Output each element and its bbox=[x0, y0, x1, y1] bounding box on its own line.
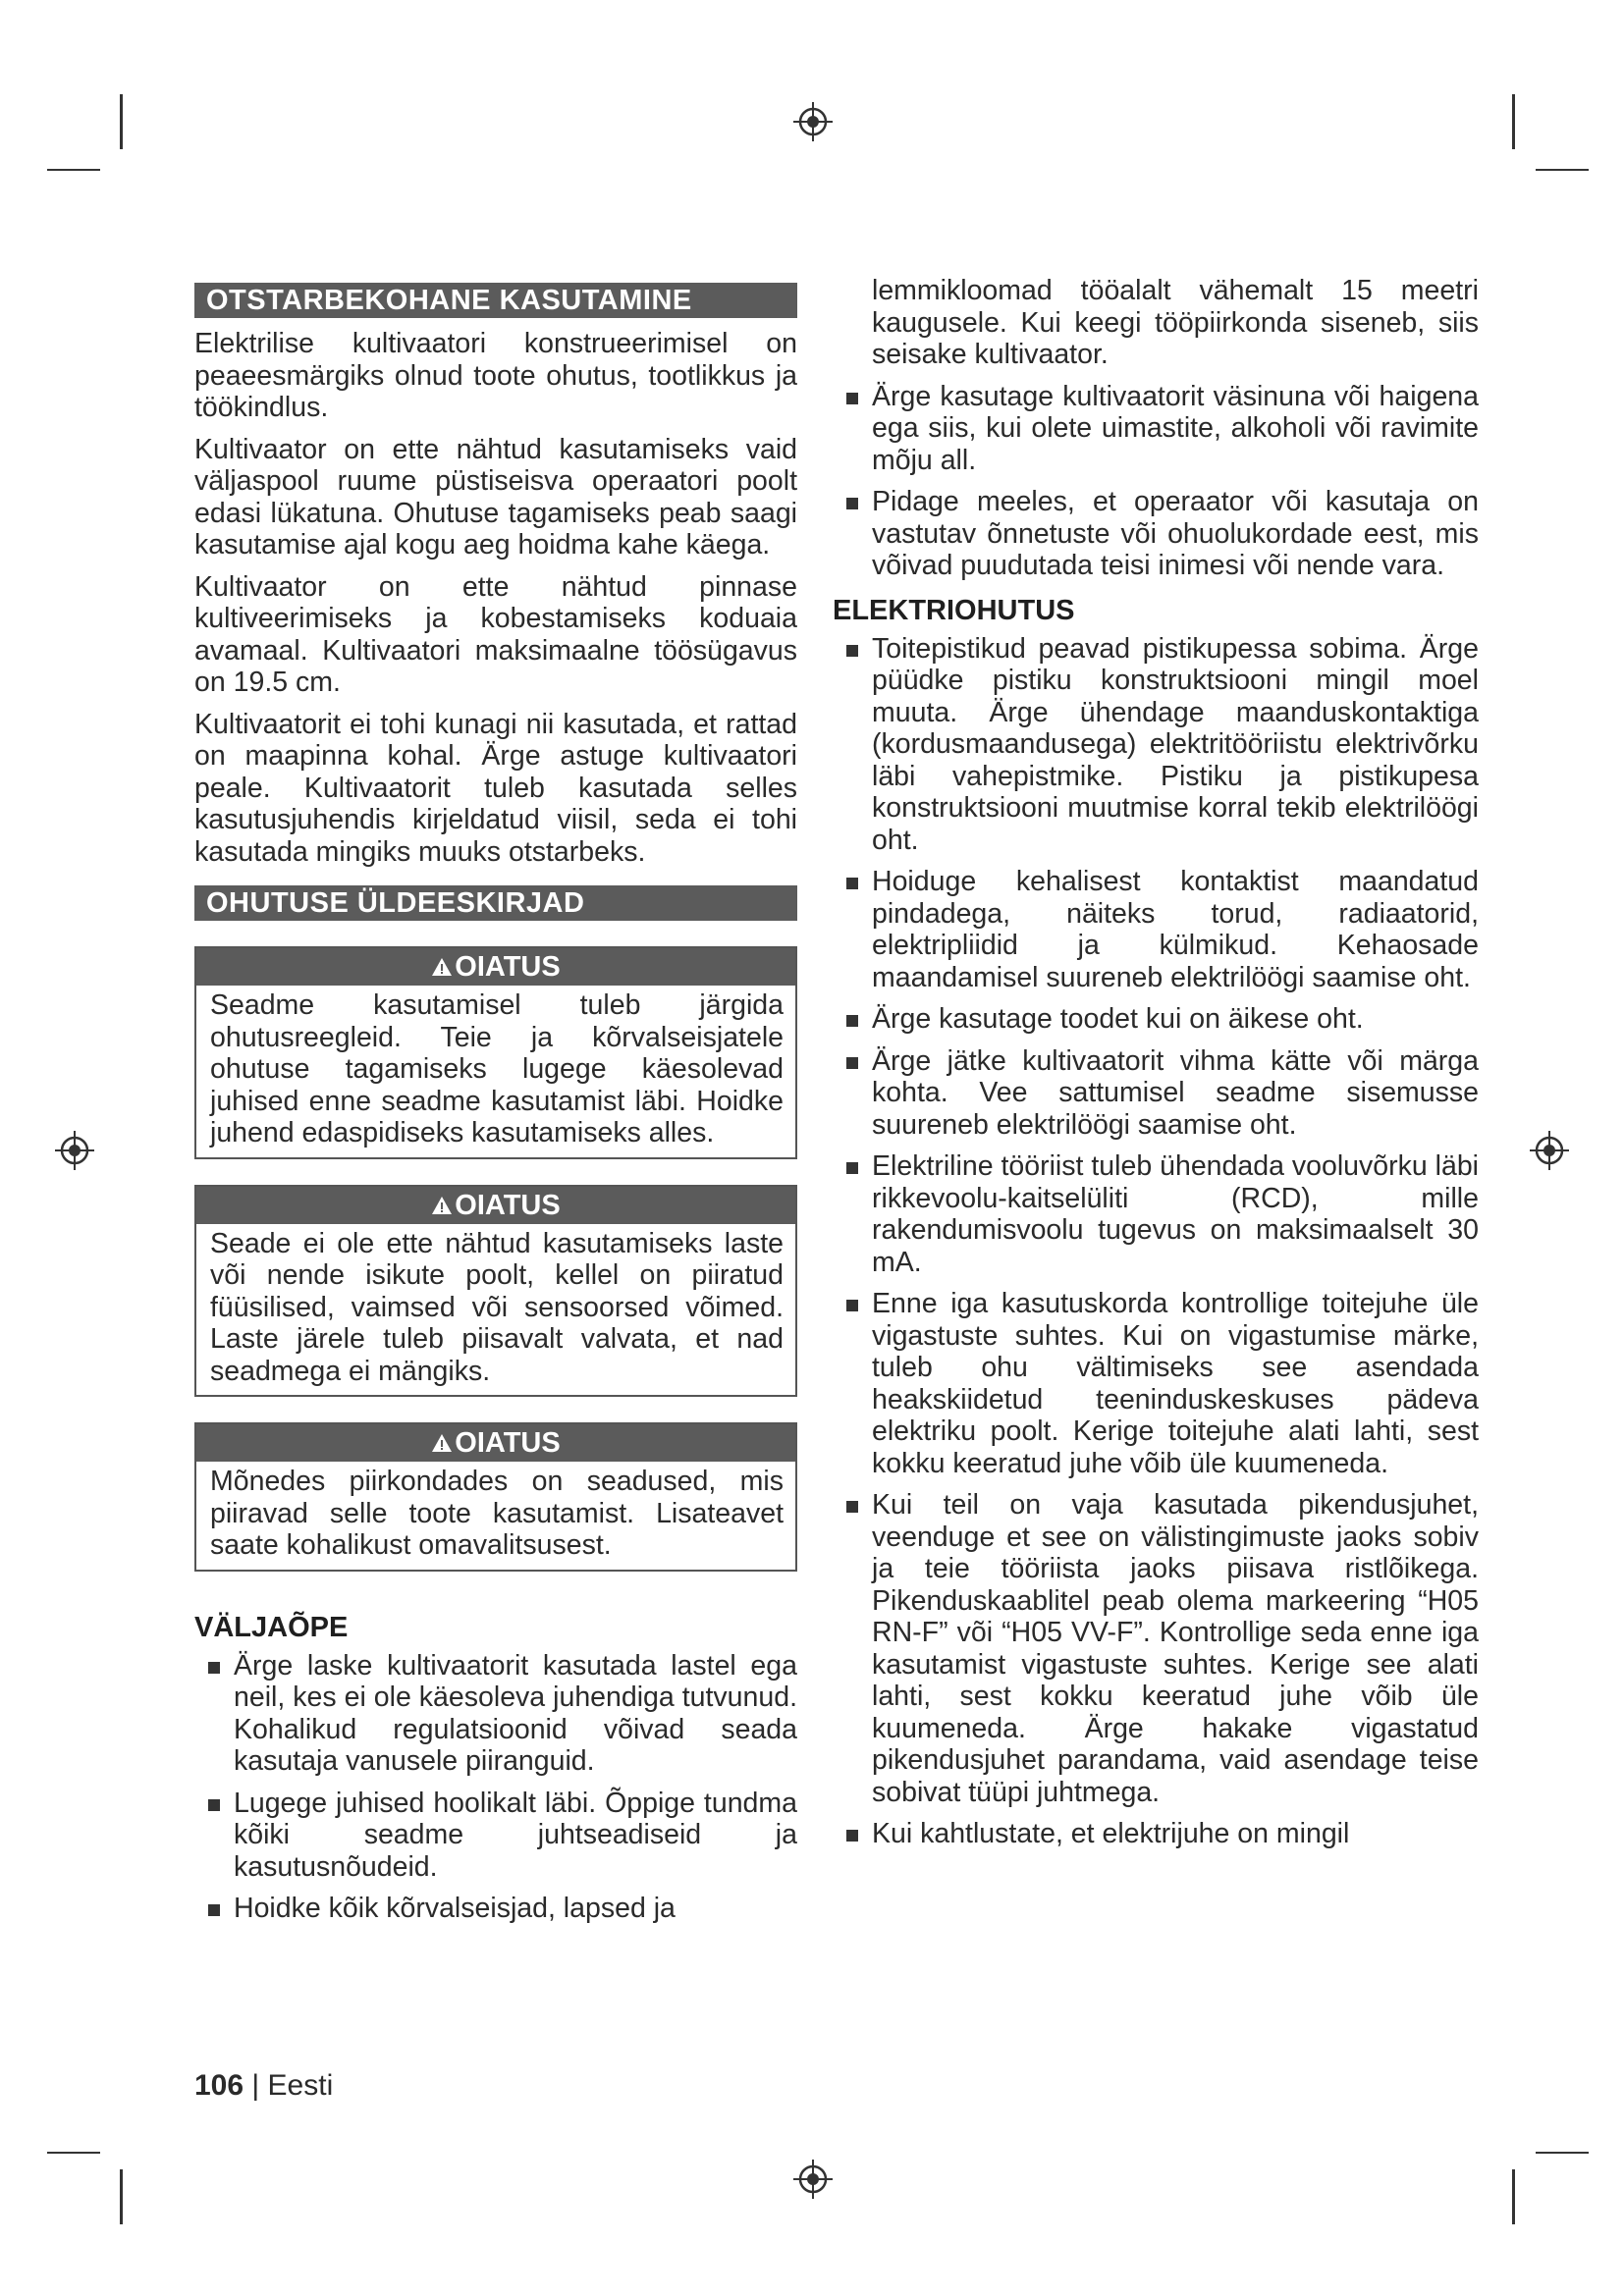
list-item: Ärge kasutage kultivaatorit väsinuna või haigena ega siis, kui olete uimastite, alkoholi või ravimite mõju all. bbox=[833, 381, 1479, 477]
warning-box bbox=[194, 1185, 797, 1398]
intended-use-paragraph: Kultivaator on ette nähtud kasutamiseks vaid väljaspool ruume püstiseisva operaatori poolt edasi lükatuna. Ohutuse tagamiseks peab saagi kasutamise ajal kogu aeg hoidma kahe käega. bbox=[194, 433, 797, 561]
bullet-square-icon bbox=[846, 1501, 858, 1513]
registration-mark-top-icon bbox=[793, 102, 833, 141]
warning-header bbox=[196, 1187, 795, 1224]
training-heading: VÄLJAÕPE bbox=[194, 1611, 349, 1643]
bullet-square-icon bbox=[846, 1300, 858, 1311]
crop-mark-bottom-left-v bbox=[120, 2169, 123, 2224]
bullet-square-icon bbox=[846, 1162, 858, 1174]
warning-box bbox=[194, 946, 797, 1159]
warning-title: OIATUS bbox=[455, 951, 561, 983]
warning-title: OIATUS bbox=[455, 1427, 561, 1459]
list-item: Ärge kasutage toodet kui on äikese oht. bbox=[833, 1003, 1479, 1036]
page-footer bbox=[194, 2069, 333, 2103]
crop-mark-bottom-left-h bbox=[47, 2152, 100, 2154]
training-list-continued bbox=[833, 381, 1479, 582]
crop-mark-bottom-right-h bbox=[1536, 2152, 1589, 2154]
bullet-square-icon bbox=[846, 393, 858, 404]
crop-mark-bottom-right-v bbox=[1512, 2169, 1515, 2224]
bullet-square-icon bbox=[208, 1662, 220, 1674]
page-number: 106 bbox=[194, 2069, 244, 2102]
registration-mark-bottom-icon bbox=[793, 2160, 833, 2199]
bullet-square-icon bbox=[208, 1799, 220, 1811]
warning-triangle-icon bbox=[431, 956, 453, 978]
electrical-safety-heading: ELEKTRIOHUTUS bbox=[833, 594, 1075, 626]
list-item: Enne iga kasutuskorda kontrollige toitejuhe üle vigastuste suhtes. Kui on vigastumise märke, tuleb ohu vältimiseks see asendada heakskiidetud teeninduskeskuses pädeva elektriku poolt. Kerige toitejuhe alati lahti, sest kokku keeratud juhe võib üle kuumeneda. bbox=[833, 1288, 1479, 1479]
right-column bbox=[833, 275, 1479, 1860]
left-column bbox=[194, 275, 797, 1935]
bullet-square-icon bbox=[846, 498, 858, 509]
list-item: Kui teil on vaja kasutada pikendusjuhet, veenduge et see on välistingimuste jaoks sobiv ja teie tööriista jaoks piisava ristlõikega. Pikenduskaablitel peab olema markeering “H05 RN-F” või “H05 VV-F”. Kontrollige seda enne iga kasutamist vigastuste suhtes. Kerige see alati lahti, sest kokku keeratud juhe võib üle kuumeneda. Ärge hakake vigastatud pikendusjuhet parandama, vaid asendage teise sobivat tüüpi juhtmega. bbox=[833, 1489, 1479, 1808]
bullet-square-icon bbox=[846, 1057, 858, 1069]
warning-box bbox=[194, 1422, 797, 1572]
list-item: Toitepistikud peavad pistikupessa sobima. Ärge püüdke pistiku konstruktsiooni mingil moel muuta. Ärge ühendage maanduskontaktiga (kordusmaandusega) elektritööriistu elektrivõrku läbi vahepistmike. Pistiku ja pistikupesa konstruktsiooni muutmise korral tekib elektrilöögi oht. bbox=[833, 633, 1479, 857]
list-item: Hoidke kõik kõrvalseisjad, lapsed ja bbox=[194, 1893, 797, 1925]
continued-paragraph: lemmikloomad tööalalt vähemalt 15 meetri kaugusele. Kui keegi tööpiirkonda siseneb, siis seisake kultivaator. bbox=[872, 275, 1479, 370]
crop-mark-top-right-h bbox=[1536, 169, 1589, 171]
intended-use-paragraph: Kultivaator on ette nähtud pinnase kultiveerimiseks ja kobestamiseks koduaia avamaal. Kultivaatori maksimaalne töösügavus on 19.5 cm. bbox=[194, 570, 797, 698]
list-item: Elektriline tööriist tuleb ühendada vooluvõrku läbi rikkevoolu-kaitselüliti (RCD), mille rakendumisvoolu tugevus on maksimaalselt 30 mA. bbox=[833, 1150, 1479, 1278]
warning-header bbox=[196, 948, 795, 986]
registration-mark-left-icon bbox=[55, 1131, 94, 1170]
intended-use-paragraph: Elektrilise kultivaatori konstrueerimisel on peaeesmärgiks olnud toote ohutus, tootlikkus ja töökindlus. bbox=[194, 328, 797, 423]
list-item: Pidage meeles, et operaator või kasutaja on vastutav õnnetuste või ohuolukordade eest, mis võivad puudutada teisi inimesi või nende vara. bbox=[833, 486, 1479, 582]
crop-mark-top-left-v bbox=[120, 94, 123, 149]
crop-mark-top-right-v bbox=[1512, 94, 1515, 149]
list-item: Ärge jätke kultivaatorit vihma kätte või märga kohta. Vee sattumisel seadme sisemusse suureneb elektrilöögi saamise oht. bbox=[833, 1045, 1479, 1142]
warning-triangle-icon bbox=[431, 1432, 453, 1454]
list-item: Hoiduge kehalisest kontaktist maandatud pindadega, näiteks torud, radiaatorid, elektripliidid ja külmikud. Kehaosade maandamisel suureneb elektrilöögi saamise oht. bbox=[833, 866, 1479, 993]
bullet-square-icon bbox=[846, 645, 858, 657]
bullet-square-icon bbox=[846, 1830, 858, 1842]
electrical-safety-list bbox=[833, 633, 1479, 1850]
footer-language: Eesti bbox=[267, 2069, 334, 2102]
warning-text: Seade ei ole ette nähtud kasutamiseks laste või nende isikute poolt, kellel on piiratud füüsilised, vaimsed või sensoorsed võimed. Laste järele tuleb piisavalt valvata, et nad seadmega ei mängiks. bbox=[210, 1227, 784, 1387]
warning-triangle-icon bbox=[431, 1195, 453, 1216]
registration-mark-right-icon bbox=[1530, 1131, 1569, 1170]
warning-text: Mõnedes piirkondades on seadused, mis piiravad selle toote kasutamist. Lisateavet saate kohalikust omavalitsusest. bbox=[210, 1466, 784, 1561]
training-list bbox=[194, 1650, 797, 1925]
bullet-square-icon bbox=[846, 878, 858, 889]
warning-text: Seadme kasutamisel tuleb järgida ohutusreegleid. Teie ja kõrvalseisjatele ohutuse tagamiseks lugege käesolevad juhised enne seadme kasutamist läbi. Hoidke juhend edaspidiseks kasutamiseks alles. bbox=[210, 989, 784, 1148]
crop-mark-top-left-h bbox=[47, 169, 100, 171]
list-item: Lugege juhised hoolikalt läbi. Õppige tundma kõiki seadme juhtseadiseid ja kasutusnõudeid. bbox=[194, 1788, 797, 1884]
warning-title: OIATUS bbox=[455, 1189, 561, 1221]
bullet-square-icon bbox=[846, 1015, 858, 1027]
intended-use-paragraph: Kultivaatorit ei tohi kunagi nii kasutada, et rattad on maapinna kohal. Ärge astuge kultivaatori peale. Kultivaatorit tuleb kasutada selles kasutusjuhendis kirjeldatud viisil, seda ei tohi kasutada mingiks muuks otstarbeks. bbox=[194, 708, 797, 868]
safety-heading: OHUTUSE ÜLDEESKIRJAD bbox=[194, 885, 797, 921]
list-item: Kui kahtlustate, et elektrijuhe on mingil bbox=[833, 1818, 1479, 1850]
bullet-square-icon bbox=[208, 1904, 220, 1916]
intended-use-heading: OTSTARBEKOHANE KASUTAMINE bbox=[194, 283, 797, 318]
warning-header bbox=[196, 1424, 795, 1462]
footer-separator: | bbox=[251, 2069, 260, 2102]
list-item: Ärge laske kultivaatorit kasutada lastel ega neil, kes ei ole käesoleva juhendiga tutvunud. Kohalikud regulatsioonid võivad seada kasutaja vanusele piiranguid. bbox=[194, 1650, 797, 1778]
